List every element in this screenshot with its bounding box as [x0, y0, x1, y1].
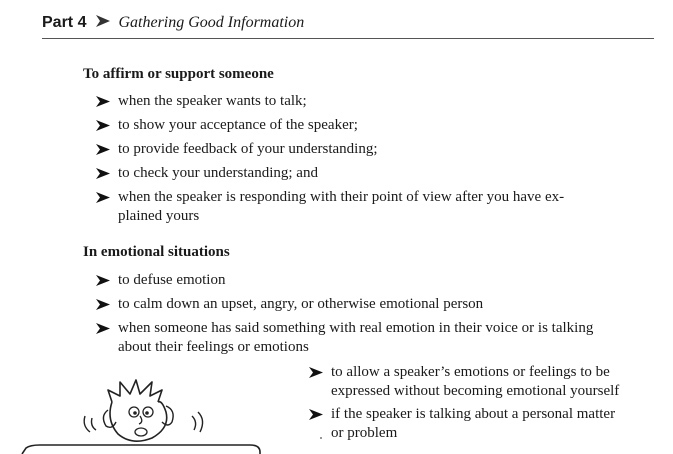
- arrowhead-bullet-icon: [96, 168, 110, 179]
- cartoon-listener-illustration: [20, 372, 270, 454]
- arrowhead-bullet-icon: [96, 323, 110, 334]
- arrowhead-bullet-icon: [96, 120, 110, 131]
- arrowhead-bullet-icon: [309, 367, 323, 378]
- list-item: to allow a speaker’s emotions or feelings to be expressed without becoming emotional yourself: [331, 363, 661, 401]
- running-header: [42, 14, 304, 36]
- list-item: if the speaker is talking about a personal matter or problem: [331, 405, 661, 443]
- header-rule: [42, 38, 654, 39]
- section-heading-affirm: To affirm or support someone: [83, 66, 274, 82]
- arrowhead-bullet-icon: [96, 96, 110, 107]
- arrowhead-icon: [96, 15, 110, 27]
- arrowhead-bullet-icon: [309, 409, 323, 420]
- list-item: when the speaker is responding with their point of view after you have ex- plained yours: [118, 188, 648, 226]
- chapter-title: Gathering Good Information: [118, 14, 305, 31]
- part-label: Part 4: [42, 14, 87, 31]
- arrowhead-bullet-icon: [96, 275, 110, 286]
- list-item: when the speaker wants to talk;: [118, 92, 638, 111]
- list-item: to defuse emotion: [118, 271, 638, 290]
- list-item: to show your acceptance of the speaker;: [118, 116, 638, 135]
- arrowhead-bullet-icon: [96, 192, 110, 203]
- section-heading-emotional: In emotional situations: [83, 244, 230, 260]
- list-item: to provide feedback of your understanding;: [118, 140, 638, 159]
- list-item: when someone has said something with real emotion in their voice or is talking about their feelings or emotions: [118, 319, 663, 357]
- arrowhead-bullet-icon: [96, 299, 110, 310]
- list-item: to check your understanding; and: [118, 164, 638, 183]
- list-item: to calm down an upset, angry, or otherwise emotional person: [118, 295, 638, 314]
- print-speck: [320, 437, 322, 439]
- arrowhead-bullet-icon: [96, 144, 110, 155]
